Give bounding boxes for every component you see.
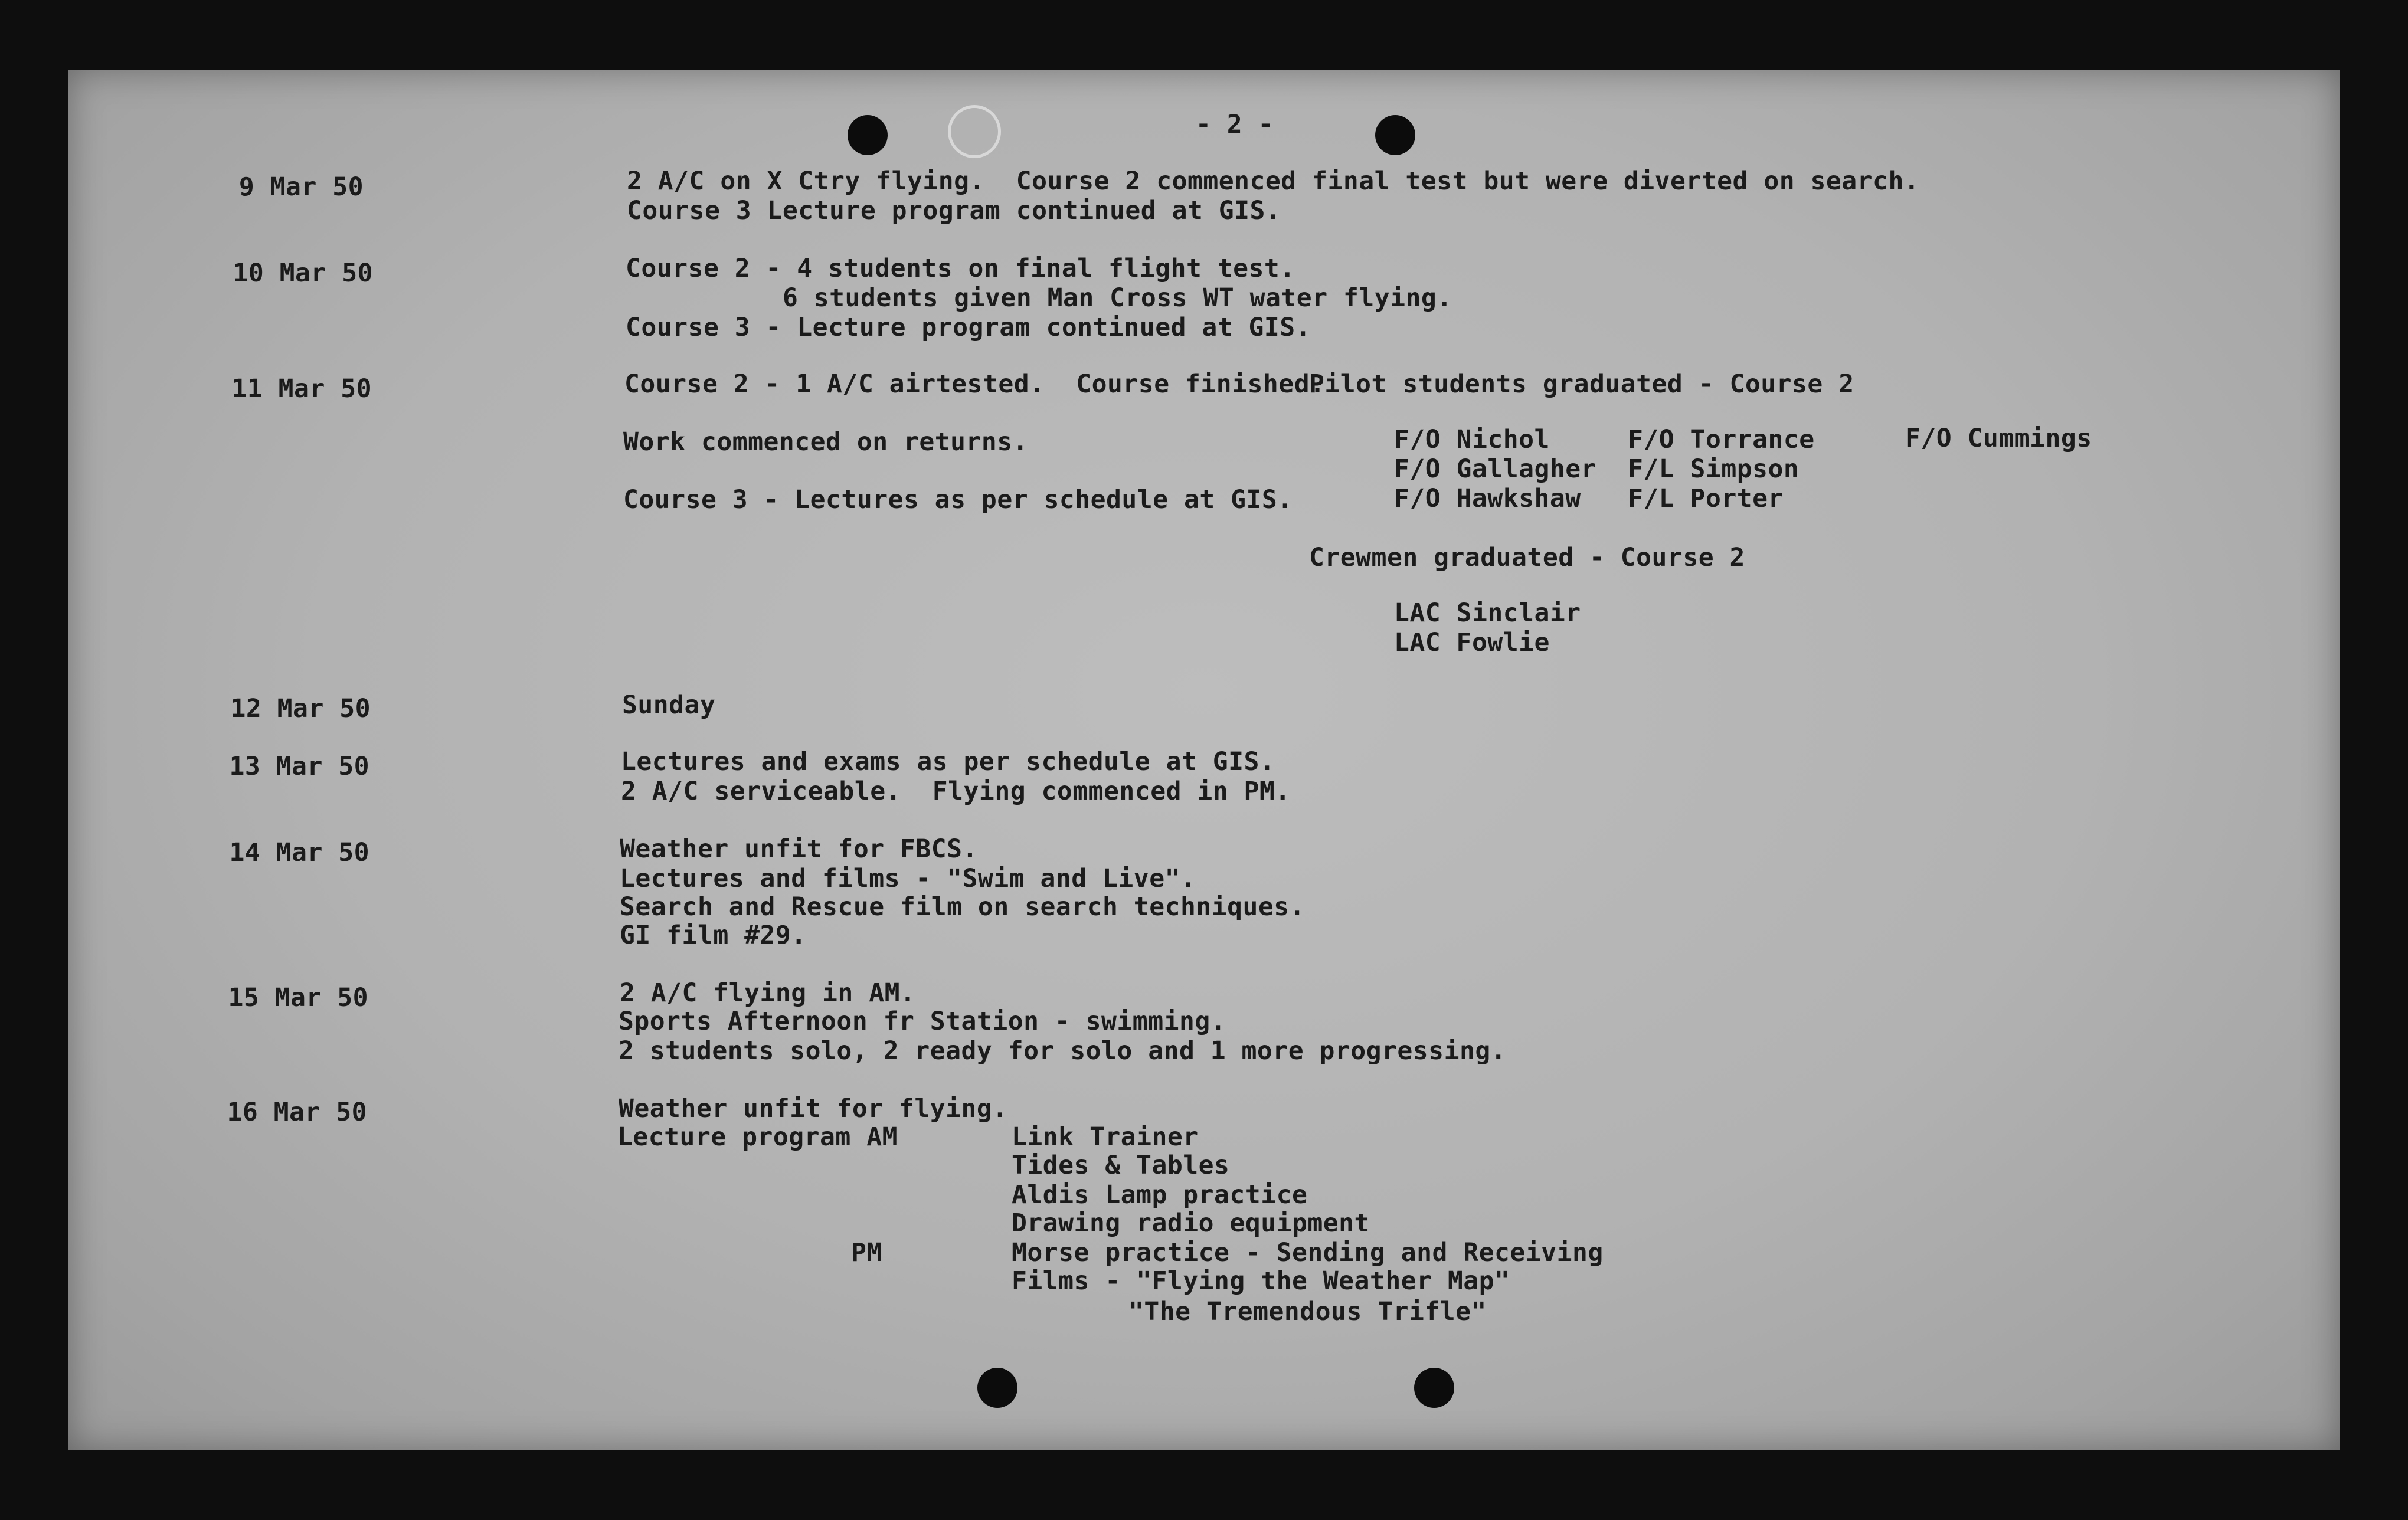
am-item: Aldis Lamp practice: [1012, 1180, 1308, 1210]
entry-date: 11 Mar 50: [231, 374, 372, 404]
entry-line: Course 2 - 1 A/C airtested. Course finished.: [624, 369, 1326, 399]
entry-date: 15 Mar 50: [228, 983, 368, 1013]
am-item: Tides & Tables: [1012, 1151, 1230, 1180]
punch-hole-bottom-left: [977, 1368, 1017, 1408]
pilot-name: F/O Torrance: [1628, 425, 1815, 454]
crewman-name: LAC Fowlie: [1394, 628, 1550, 657]
pm-item: Morse practice - Sending and Receiving: [1012, 1238, 1604, 1267]
document-page: [68, 70, 2340, 1450]
entry-line: 2 students solo, 2 ready for solo and 1 more progressing.: [619, 1036, 1507, 1066]
entry-date: 10 Mar 50: [233, 258, 373, 288]
pilot-name: F/O Hawkshaw: [1394, 484, 1581, 513]
entry-date: 14 Mar 50: [229, 838, 369, 867]
punch-hole-top-right: [1375, 115, 1415, 155]
crewman-name: LAC Sinclair: [1394, 598, 1581, 628]
entry-line: Sunday: [622, 690, 716, 720]
entry-line: 2 A/C flying in AM.: [620, 978, 916, 1008]
am-item: Drawing radio equipment: [1012, 1208, 1370, 1238]
am-item: Link Trainer: [1012, 1122, 1199, 1152]
pilot-name: F/O Gallagher: [1394, 454, 1597, 484]
pilot-name: F/L Simpson: [1628, 454, 1800, 484]
entry-line: Course 2 - 4 students on final flight test.: [626, 254, 1295, 283]
entry-date: 13 Mar 50: [229, 752, 369, 781]
entry-line: Course 3 - Lecture program continued at GIS.: [626, 313, 1311, 342]
pm-item: Films - "Flying the Weather Map": [1012, 1266, 1510, 1296]
entry-line: Lectures and films - "Swim and Live".: [620, 864, 1196, 893]
entry-line: Course 3 Lecture program continued at GIS.: [627, 196, 1281, 225]
entry-line: 2 A/C on X Ctry flying. Course 2 commenced final test but were diverted on search.: [627, 166, 1920, 196]
entry-line: Lecture program AM: [617, 1122, 898, 1152]
entry-line: Weather unfit for flying.: [619, 1094, 1008, 1123]
entry-date: 16 Mar 50: [227, 1098, 367, 1127]
pm-item: "The Tremendous Trifle": [1128, 1297, 1487, 1326]
punch-hole-top-left: [848, 115, 888, 155]
entry-line: Course 3 - Lectures as per schedule at GIS.: [623, 485, 1293, 515]
pilot-name: F/O Nichol: [1394, 425, 1550, 454]
entry-date: 12 Mar 50: [230, 694, 371, 723]
page-number: - 2 -: [1196, 110, 1274, 139]
crewmen-heading: Crewmen graduated - Course 2: [1309, 543, 1745, 572]
entry-date: 9 Mar 50: [238, 172, 364, 202]
pm-label: PM: [851, 1238, 882, 1267]
punch-hole-bottom-right: [1414, 1368, 1454, 1408]
entry-line: Sports Afternoon fr Station - swimming.: [619, 1007, 1226, 1036]
pilots-heading: Pilot students graduated - Course 2: [1309, 369, 1854, 399]
punch-ring-top: [948, 105, 1001, 158]
entry-line: Work commenced on returns.: [623, 427, 1029, 457]
entry-line: Weather unfit for FBCS.: [620, 834, 978, 864]
entry-line: GI film #29.: [620, 920, 807, 950]
entry-line: 6 students given Man Cross WT water flying.: [783, 283, 1452, 313]
entry-line: 2 A/C serviceable. Flying commenced in PM.: [621, 777, 1291, 806]
pilot-name: F/L Porter: [1628, 484, 1784, 513]
entry-line: Search and Rescue film on search techniques.: [620, 892, 1306, 922]
entry-line: Lectures and exams as per schedule at GIS.: [621, 747, 1275, 777]
pilot-name: F/O Cummings: [1905, 424, 2092, 453]
